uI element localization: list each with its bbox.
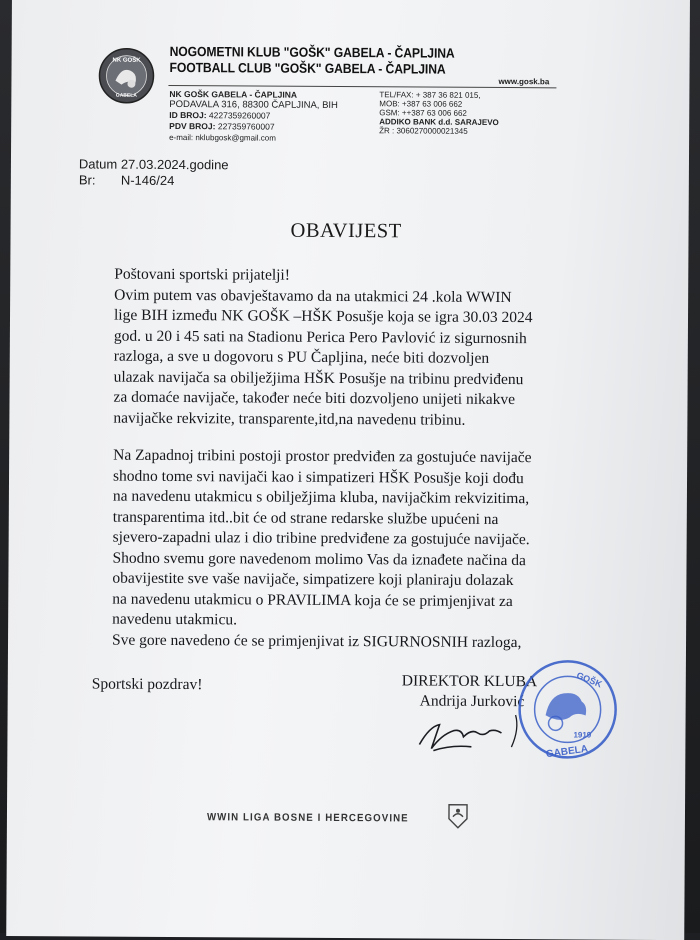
body-line: Poštovani sportski prijatelji! <box>114 265 290 284</box>
body-line: sjevero-zapadni ulaz i dio tribine predviđene za gostujuće navijače. <box>112 528 530 549</box>
pdv-number: PDV BROJ: 227359760007 <box>169 120 275 132</box>
contact-right <box>379 90 499 136</box>
body-line: lige BIH između NK GOŠK –HŠK Posušje koja se igra 30.03 2024 <box>113 306 533 327</box>
club-title-en: FOOTBALL CLUB "GOŠK" GABELA - ČAPLJINA <box>169 59 446 77</box>
body-line: obavijestite sve vaše navijače, simpatizere koji planiraju dolazak <box>112 569 514 590</box>
body-line: Sve gore navedeno će se primjenjivat iz SIGURNOSNIH razloga, <box>111 631 522 651</box>
body-line: Na Zapadnoj tribini postoji prostor predviđen za gostujuće navijače <box>113 446 532 467</box>
letter-paper <box>6 0 690 940</box>
body-line: god. u 20 i 45 sati na Stadionu Perica Pero Pavlović iz sigurnosnih <box>113 327 527 347</box>
body-line: navijačke rekvizite, transparente,itd,na navedenu tribinu. <box>113 409 466 429</box>
body-line: razloga, a sve u dogovoru s PU Čapljina, neće biti dozvoljen <box>113 347 490 367</box>
body-line: transparentima itd..bit će od strane redarske službe upućeni na <box>112 508 499 528</box>
date-line: Datum 27.03.2024.godine <box>78 156 229 173</box>
svg-text:NK GOŠK: NK GOŠK <box>112 57 141 64</box>
mob: MOB: +387 63 006 662 <box>379 99 463 109</box>
br-label: Br: <box>78 172 96 188</box>
footer-league: WWIN LIGA BOSNE I HERCEGOVINE <box>206 811 409 825</box>
notice-paragraph-1 <box>113 265 532 432</box>
website: www.gosk.ba <box>498 76 550 87</box>
club-address: PODAVALA 316, 88300 ČAPLJINA, BIH <box>169 98 338 111</box>
body-line: ulazak navijača sa obilježjima HŠK Posušje na tribinu predviđenu <box>113 368 524 388</box>
contact-left <box>169 89 338 145</box>
svg-text:GABELA: GABELA <box>115 92 137 99</box>
stamp-bottom-text: GABELA <box>545 743 589 761</box>
club-logo <box>97 47 155 105</box>
club-title-bs: NOGOMETNI KLUB "GOŠK" GABELA - ČAPLJINA <box>169 43 455 61</box>
director-name: Andrija Jurković <box>419 692 525 711</box>
club-stamp <box>515 657 620 762</box>
club-name: NK GOŠK GABELA - ČAPLJINA <box>169 88 298 100</box>
body-line: na navedenu utakmicu s obilježjima kluba, navijačkim rekvizitima, <box>112 487 530 508</box>
tel-fax: TEL/FAX: + 387 36 821 015, <box>379 90 481 100</box>
body-line: za domaće navijače, također neće biti dozvoljeno unijeti nikakve <box>113 388 516 409</box>
signature <box>411 706 531 757</box>
gsm: GSM: ++387 63 006 662 <box>379 108 467 118</box>
stamp-top-text: GOŠK <box>575 670 604 690</box>
league-logo-icon <box>447 803 469 829</box>
notice-paragraph-2 <box>112 446 532 654</box>
body-line: navedenu utakmicu. <box>112 610 238 629</box>
zr-account: ŽR : 3060270000021345 <box>379 126 468 136</box>
bank: ADDIKO BANK d.d. SARAJEVO <box>379 117 499 127</box>
greeting: Sportski pozdrav! <box>91 675 203 694</box>
stamp-year: 1919 <box>573 730 592 740</box>
body-line: Shodno svemu gore navedenom molimo Vas da iznađete načina da <box>112 549 526 569</box>
email: e-mail: nklubgosk@gmail.com <box>169 132 276 143</box>
notice-heading: OBAVIJEST <box>290 219 402 243</box>
body-line: Ovim putem vas obavještavamo da na utakmici 24 .kola WWIN <box>114 286 512 306</box>
br-value: N-146/24 <box>120 172 175 188</box>
id-number: ID BROJ: 4227359260007 <box>169 109 271 121</box>
body-line: na navedenu utakmicu o PRAVILIMA koja će se primjenjivat za <box>112 590 513 610</box>
director-title: DIREKTOR KLUBA <box>401 672 538 691</box>
body-line: shodno tome svi navijači kao i simpatizeri HŠK Posušje koji dođu <box>112 467 524 487</box>
